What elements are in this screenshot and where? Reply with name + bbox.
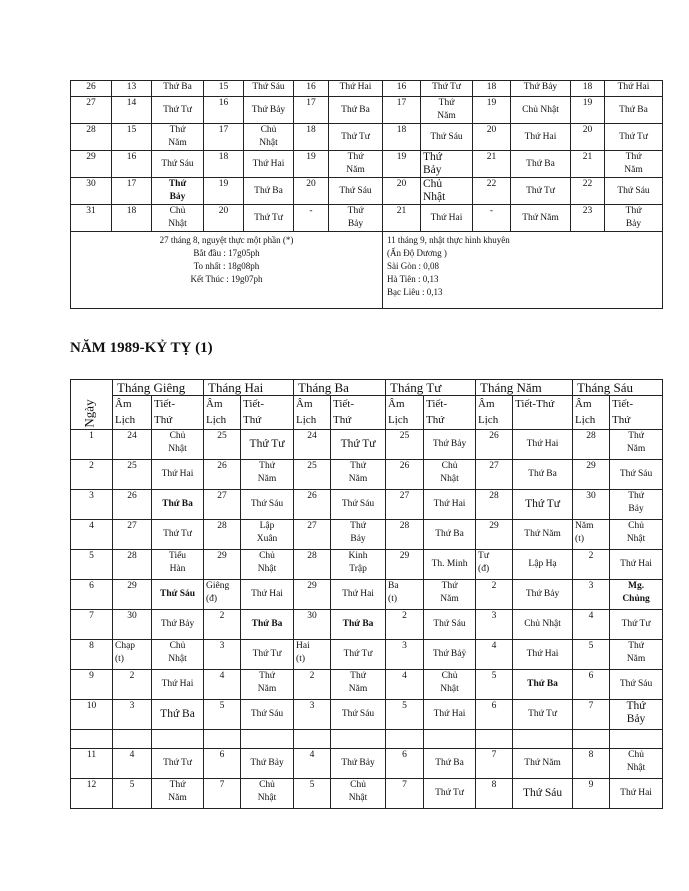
table-cell: Thứ Sáu bbox=[244, 81, 294, 97]
table-cell: Thứ Tư bbox=[152, 520, 204, 550]
table-cell: Chủ Nhật bbox=[244, 124, 294, 151]
table-cell: 5 bbox=[204, 700, 241, 730]
table-cell: Chủ Nhật bbox=[513, 610, 573, 640]
table-cell: 16 bbox=[294, 81, 329, 97]
table-cell: Chủ Nhật bbox=[424, 460, 476, 490]
table-cell: 9 bbox=[71, 670, 113, 700]
table-cell: Thứ Ba bbox=[152, 490, 204, 520]
table-cell: Thứ Năm bbox=[331, 460, 386, 490]
table-cell: Âm Lịch bbox=[476, 396, 513, 430]
table-cell: Âm Lịch bbox=[113, 396, 152, 430]
table-cell: 19 bbox=[383, 151, 421, 178]
table-cell: Thứ Năm bbox=[329, 151, 383, 178]
month-header: Tháng Hai bbox=[204, 380, 294, 396]
table-cell: 21 bbox=[571, 151, 605, 178]
table-cell: Giêng (đ) bbox=[204, 580, 241, 610]
table-cell: 4 bbox=[573, 610, 610, 640]
table-cell: Thứ Ba bbox=[331, 610, 386, 640]
table-cell: Thứ Năm bbox=[511, 205, 571, 232]
table-cell: 18 bbox=[383, 124, 421, 151]
table-cell: 28 bbox=[294, 550, 331, 580]
table-cell: Thứ Tư bbox=[513, 700, 573, 730]
year-heading: NĂM 1989-KỶ TỴ (1) bbox=[70, 340, 213, 356]
table-cell: 4 bbox=[386, 670, 424, 700]
table-cell: Thứ Bảy bbox=[610, 700, 663, 730]
table-cell: 29 bbox=[386, 550, 424, 580]
table-cell: Thứ Ba bbox=[244, 178, 294, 205]
table-cell: Chủ Nhật bbox=[152, 430, 204, 460]
table-cell: 25 bbox=[113, 460, 152, 490]
table-cell: 6 bbox=[204, 749, 241, 779]
table-cell: Hai (t) bbox=[294, 640, 331, 670]
table-cell: 28 bbox=[573, 430, 610, 460]
table-cell: 14 bbox=[112, 97, 152, 124]
table-cell: 3 bbox=[476, 610, 513, 640]
table-cell: Tiết- Thứ bbox=[424, 396, 476, 430]
table-cell: Ba (t) bbox=[386, 580, 424, 610]
table-cell: 26 bbox=[113, 490, 152, 520]
table-cell: Thứ Bảy bbox=[511, 81, 571, 97]
empty-cell bbox=[610, 730, 663, 749]
table-cell: 4 bbox=[204, 670, 241, 700]
table-cell: Thứ Tư bbox=[241, 640, 294, 670]
table-row bbox=[71, 124, 663, 151]
table-cell: Lập Xuân bbox=[241, 520, 294, 550]
empty-cell bbox=[424, 730, 476, 749]
table-cell: 15 bbox=[112, 124, 152, 151]
table-cell: 29 bbox=[476, 520, 513, 550]
table-cell: Thứ Tư bbox=[424, 779, 476, 809]
table-cell: Thứ Tư bbox=[152, 749, 204, 779]
table-cell: Tư (đ) bbox=[476, 550, 513, 580]
table-cell: Chủ Nhật bbox=[424, 670, 476, 700]
table-row bbox=[71, 640, 663, 670]
table-cell: Chủ Nhật bbox=[241, 779, 294, 809]
table-cell: 15 bbox=[204, 81, 244, 97]
table-cell: 3 bbox=[113, 700, 152, 730]
table-cell: Thứ Năm bbox=[331, 670, 386, 700]
table-cell: Thứ Bảy bbox=[513, 580, 573, 610]
table-cell: Thứ Năm bbox=[610, 430, 663, 460]
empty-cell bbox=[573, 730, 610, 749]
table-cell: 27 bbox=[476, 460, 513, 490]
table-cell: Thứ Bảy bbox=[605, 205, 663, 232]
table-cell: Thứ Sáu bbox=[610, 670, 663, 700]
table-cell: 26 bbox=[386, 460, 424, 490]
table-row bbox=[71, 151, 663, 178]
table-cell: Thứ Ba bbox=[152, 700, 204, 730]
table-cell: Thứ Tư bbox=[244, 205, 294, 232]
table-cell: Thứ Bảy bbox=[331, 749, 386, 779]
table-cell: 17 bbox=[383, 97, 421, 124]
table-cell: 29 bbox=[204, 550, 241, 580]
table-cell: Thứ Hai bbox=[513, 430, 573, 460]
table-cell: Thứ Bảy bbox=[244, 97, 294, 124]
table-cell: 28 bbox=[204, 520, 241, 550]
table-cell: Thứ Bảy bbox=[610, 490, 663, 520]
table-cell: Thứ Năm bbox=[241, 670, 294, 700]
table-row bbox=[71, 550, 663, 580]
table-cell: Thứ Năm bbox=[152, 124, 204, 151]
table-cell: 19 bbox=[571, 97, 605, 124]
table-cell: Thứ Năm bbox=[421, 97, 473, 124]
table-cell: Chủ Nhật bbox=[152, 640, 204, 670]
table-cell: Thứ Bảÿ bbox=[424, 640, 476, 670]
table-cell: Thứ Bảy bbox=[241, 749, 294, 779]
table-cell: 30 bbox=[113, 610, 152, 640]
eclipse-notes-row bbox=[71, 232, 663, 309]
table-cell: Thứ Bảy bbox=[424, 430, 476, 460]
table-cell: 4 bbox=[113, 749, 152, 779]
table-cell: Chủ Nhật bbox=[511, 97, 571, 124]
table-cell: 20 bbox=[383, 178, 421, 205]
table-cell: 17 bbox=[294, 97, 329, 124]
table-cell: 27 bbox=[386, 490, 424, 520]
table-cell: Thứ Tư bbox=[331, 430, 386, 460]
table-cell: Thứ Ba bbox=[424, 520, 476, 550]
table-cell: Thứ Năm bbox=[513, 520, 573, 550]
blank-row bbox=[71, 730, 663, 749]
table-cell: Thứ Bảy bbox=[421, 151, 473, 178]
table-cell: 19 bbox=[473, 97, 511, 124]
table-cell: 5 bbox=[573, 640, 610, 670]
table-cell: 19 bbox=[294, 151, 329, 178]
table-cell: 12 bbox=[71, 779, 113, 809]
table-cell: Thứ Sáu bbox=[331, 700, 386, 730]
table-cell: Thứ Sáu bbox=[152, 151, 204, 178]
table-row bbox=[71, 81, 663, 97]
table-cell: Thứ Ba bbox=[152, 81, 204, 97]
table-cell: Thứ Sáu bbox=[605, 178, 663, 205]
day-column-header: Ngày bbox=[71, 380, 113, 430]
table-cell: 26 bbox=[71, 81, 112, 97]
table-cell: Thứ Sáu bbox=[513, 779, 573, 809]
table-cell: 16 bbox=[112, 151, 152, 178]
table-cell: Thứ Hai bbox=[241, 580, 294, 610]
table-cell: Tiết- Thứ bbox=[610, 396, 663, 430]
table-cell: 20 bbox=[571, 124, 605, 151]
table-cell: Thứ Tư bbox=[513, 490, 573, 520]
table-cell: Chủ Nhật bbox=[152, 205, 204, 232]
table-cell: 31 bbox=[71, 205, 112, 232]
table-cell: 9 bbox=[573, 779, 610, 809]
table-cell: 26 bbox=[204, 460, 241, 490]
table-cell: 19 bbox=[204, 178, 244, 205]
month-header: Tháng Tư bbox=[386, 380, 476, 396]
table-cell: Thứ Bảy bbox=[152, 610, 204, 640]
table-cell: 5 bbox=[113, 779, 152, 809]
table-cell: 2 bbox=[573, 550, 610, 580]
table-cell: Thứ Tư bbox=[610, 610, 663, 640]
table-cell: 3 bbox=[204, 640, 241, 670]
table-cell: - bbox=[294, 205, 329, 232]
table-row bbox=[71, 460, 663, 490]
table-cell: 8 bbox=[71, 640, 113, 670]
table-cell: 16 bbox=[383, 81, 421, 97]
table-cell: 28 bbox=[476, 490, 513, 520]
table-cell: Thứ Ba bbox=[605, 97, 663, 124]
empty-cell bbox=[71, 730, 113, 749]
month-header-row bbox=[71, 380, 663, 396]
table-cell: Thứ Hai bbox=[605, 81, 663, 97]
table-cell: 11 bbox=[71, 749, 113, 779]
table-cell: 5 bbox=[71, 550, 113, 580]
table-cell: Thứ Năm bbox=[152, 779, 204, 809]
calendar-table-1989 bbox=[70, 379, 663, 809]
table-cell: 26 bbox=[294, 490, 331, 520]
table-cell: 2 bbox=[386, 610, 424, 640]
table-cell: Thứ Sáu bbox=[241, 700, 294, 730]
table-cell: 21 bbox=[383, 205, 421, 232]
table-cell: Chạp (t) bbox=[113, 640, 152, 670]
table-cell: Thứ Hai bbox=[513, 640, 573, 670]
table-cell: Mg. Chủng bbox=[610, 580, 663, 610]
table-cell: Tiết- Thứ bbox=[152, 396, 204, 430]
table-cell: Chủ Nhật bbox=[610, 749, 663, 779]
table-cell: 30 bbox=[71, 178, 112, 205]
table-cell: Thứ Năm bbox=[605, 151, 663, 178]
table-row bbox=[71, 670, 663, 700]
table-row bbox=[71, 430, 663, 460]
table-cell: 29 bbox=[71, 151, 112, 178]
table-cell: 5 bbox=[386, 700, 424, 730]
table-cell: 6 bbox=[71, 580, 113, 610]
table-cell: Tiết- Thứ bbox=[331, 396, 386, 430]
table-cell: Âm Lịch bbox=[573, 396, 610, 430]
month-header: Tháng Giêng bbox=[113, 380, 204, 396]
table-cell: 30 bbox=[294, 610, 331, 640]
table-cell: 2 bbox=[71, 460, 113, 490]
table-cell: 8 bbox=[476, 779, 513, 809]
empty-cell bbox=[476, 730, 513, 749]
table-cell: 17 bbox=[112, 178, 152, 205]
table-cell: Thứ Bảy bbox=[331, 520, 386, 550]
table-cell: 3 bbox=[573, 580, 610, 610]
table-cell: Thứ Hai bbox=[152, 670, 204, 700]
table-cell: 21 bbox=[473, 151, 511, 178]
table-cell: Thứ Tư bbox=[511, 178, 571, 205]
empty-cell bbox=[152, 730, 204, 749]
table-cell: Chủ Nhật bbox=[610, 520, 663, 550]
table-row bbox=[71, 580, 663, 610]
table-cell: Thứ Năm bbox=[513, 749, 573, 779]
month-header: Tháng Sáu bbox=[573, 380, 663, 396]
table-cell: Năm (t) bbox=[573, 520, 610, 550]
table-cell: 7 bbox=[573, 700, 610, 730]
table-cell: Thứ Hai bbox=[421, 205, 473, 232]
table-cell: 24 bbox=[113, 430, 152, 460]
table-cell: Thứ Sáu bbox=[241, 490, 294, 520]
table-cell: Thứ Ba bbox=[511, 151, 571, 178]
table-row bbox=[71, 700, 663, 730]
table-cell: Chủ Nhật bbox=[241, 550, 294, 580]
table-cell: Thứ Hai bbox=[610, 779, 663, 809]
table-cell: Thứ Năm bbox=[610, 640, 663, 670]
table-cell: 18 bbox=[571, 81, 605, 97]
table-cell: 4 bbox=[476, 640, 513, 670]
table-cell: Thứ Tư bbox=[605, 124, 663, 151]
table-cell: 5 bbox=[294, 779, 331, 809]
empty-cell bbox=[294, 730, 331, 749]
table-cell: 6 bbox=[476, 700, 513, 730]
table-cell: Chủ Nhật bbox=[331, 779, 386, 809]
table-row bbox=[71, 490, 663, 520]
empty-cell bbox=[204, 730, 241, 749]
table-cell: 18 bbox=[294, 124, 329, 151]
table-cell: Thứ Hai bbox=[152, 460, 204, 490]
table-cell: 5 bbox=[476, 670, 513, 700]
table-cell: 28 bbox=[71, 124, 112, 151]
table-cell: Thứ Hai bbox=[424, 490, 476, 520]
sub-header-row bbox=[71, 396, 663, 430]
table-cell: Tiết- Thứ bbox=[241, 396, 294, 430]
table-cell: Thứ Hai bbox=[244, 151, 294, 178]
table-cell: 22 bbox=[571, 178, 605, 205]
table-cell: Thứ Sáu bbox=[424, 610, 476, 640]
table-cell: 6 bbox=[573, 670, 610, 700]
table-cell: 25 bbox=[204, 430, 241, 460]
table-cell: Thứ Sáu bbox=[331, 490, 386, 520]
table-cell: Thứ Năm bbox=[424, 580, 476, 610]
empty-cell bbox=[331, 730, 386, 749]
table-cell: Thứ Sáu bbox=[152, 580, 204, 610]
table-cell: Thứ Ba bbox=[513, 460, 573, 490]
table-row bbox=[71, 178, 663, 205]
table-cell: 4 bbox=[294, 749, 331, 779]
empty-cell bbox=[513, 730, 573, 749]
table-cell: 2 bbox=[476, 580, 513, 610]
solar-eclipse-note: 11 tháng 9, nhật thực hình khuyên (Ấn Độ Dương ) Sài Gòn : 0,08 Hà Tiên : 0,13 Bạc Liêu : 0,13 bbox=[383, 232, 663, 309]
table-cell: 16 bbox=[204, 97, 244, 124]
table-cell: 2 bbox=[113, 670, 152, 700]
table-cell: 29 bbox=[573, 460, 610, 490]
table-cell: 27 bbox=[113, 520, 152, 550]
table-cell: Thứ Tư bbox=[329, 124, 383, 151]
table-cell: Lập Hạ bbox=[513, 550, 573, 580]
lunar-eclipse-note: 27 tháng 8, nguyệt thực một phần (*) Bắt đầu : 17g05ph To nhất : 18g08ph Kết Thúc : 19g07ph bbox=[71, 232, 383, 309]
table-cell: Thứ Sáu bbox=[610, 460, 663, 490]
table-cell: 10 bbox=[71, 700, 113, 730]
table-cell: 7 bbox=[476, 749, 513, 779]
empty-cell bbox=[241, 730, 294, 749]
table-row bbox=[71, 610, 663, 640]
table-row bbox=[71, 97, 663, 124]
table-cell: 6 bbox=[386, 749, 424, 779]
table-row bbox=[71, 205, 663, 232]
table-cell: 2 bbox=[204, 610, 241, 640]
table-cell: Thứ Sáu bbox=[421, 124, 473, 151]
table-cell: Thứ Tư bbox=[421, 81, 473, 97]
table-cell: 13 bbox=[112, 81, 152, 97]
table-cell: 25 bbox=[294, 460, 331, 490]
table-row bbox=[71, 749, 663, 779]
table-cell: 18 bbox=[112, 205, 152, 232]
month-header: Tháng Ba bbox=[294, 380, 386, 396]
table-cell: 25 bbox=[386, 430, 424, 460]
calendar-table-1988-end bbox=[70, 80, 663, 309]
table-cell: 24 bbox=[294, 430, 331, 460]
table-cell: Thứ Hai bbox=[511, 124, 571, 151]
table-cell: Âm Lịch bbox=[294, 396, 331, 430]
table-cell: 3 bbox=[71, 490, 113, 520]
table-cell: Th. Minh bbox=[424, 550, 476, 580]
table-cell: 18 bbox=[204, 151, 244, 178]
table-cell: Thứ Ba bbox=[513, 670, 573, 700]
table-cell: 1 bbox=[71, 430, 113, 460]
table-cell: 20 bbox=[204, 205, 244, 232]
table-cell: 18 bbox=[473, 81, 511, 97]
table-cell: Thứ Bảy bbox=[329, 205, 383, 232]
table-cell: Thứ Ba bbox=[241, 610, 294, 640]
table-cell: 23 bbox=[571, 205, 605, 232]
table-cell: 17 bbox=[204, 124, 244, 151]
table-cell: Thứ Bảy bbox=[152, 178, 204, 205]
table-cell: Thứ Ba bbox=[424, 749, 476, 779]
table-cell: Thứ Tư bbox=[241, 430, 294, 460]
table-cell: 20 bbox=[294, 178, 329, 205]
table-cell: Thứ Hai bbox=[331, 580, 386, 610]
table-cell: 27 bbox=[204, 490, 241, 520]
table-cell: Kinh Trập bbox=[331, 550, 386, 580]
table-cell: 20 bbox=[473, 124, 511, 151]
table-cell: 7 bbox=[71, 610, 113, 640]
table-cell: 27 bbox=[71, 97, 112, 124]
table-cell: Thứ Tư bbox=[331, 640, 386, 670]
table-cell: Tiết-Thứ bbox=[513, 396, 573, 430]
table-cell: Thứ Hai bbox=[424, 700, 476, 730]
table-cell: 27 bbox=[294, 520, 331, 550]
table-cell: 26 bbox=[476, 430, 513, 460]
table-cell: Chủ Nhật bbox=[421, 178, 473, 205]
table-row bbox=[71, 779, 663, 809]
table-cell: Thứ Hai bbox=[610, 550, 663, 580]
table-cell: Thứ Tư bbox=[152, 97, 204, 124]
table-cell: Thứ Ba bbox=[329, 97, 383, 124]
table-cell: Thứ Sáu bbox=[329, 178, 383, 205]
table-cell: 2 bbox=[294, 670, 331, 700]
table-cell: 8 bbox=[573, 749, 610, 779]
table-cell: 7 bbox=[386, 779, 424, 809]
table-row bbox=[71, 520, 663, 550]
table-cell: Thứ Năm bbox=[241, 460, 294, 490]
table-cell: Thứ Hai bbox=[329, 81, 383, 97]
table-cell: Âm Lịch bbox=[204, 396, 241, 430]
table-cell: 3 bbox=[294, 700, 331, 730]
table-cell: 30 bbox=[573, 490, 610, 520]
table-cell: 4 bbox=[71, 520, 113, 550]
table-cell: 28 bbox=[386, 520, 424, 550]
table-cell: 3 bbox=[386, 640, 424, 670]
table-cell: 22 bbox=[473, 178, 511, 205]
empty-cell bbox=[386, 730, 424, 749]
table-cell: 28 bbox=[113, 550, 152, 580]
empty-cell bbox=[113, 730, 152, 749]
table-cell: Âm Lịch bbox=[386, 396, 424, 430]
table-cell: - bbox=[473, 205, 511, 232]
table-cell: 29 bbox=[294, 580, 331, 610]
table-cell: 7 bbox=[204, 779, 241, 809]
month-header: Tháng Năm bbox=[476, 380, 573, 396]
table-cell: Tiểu Hàn bbox=[152, 550, 204, 580]
table-cell: 29 bbox=[113, 580, 152, 610]
